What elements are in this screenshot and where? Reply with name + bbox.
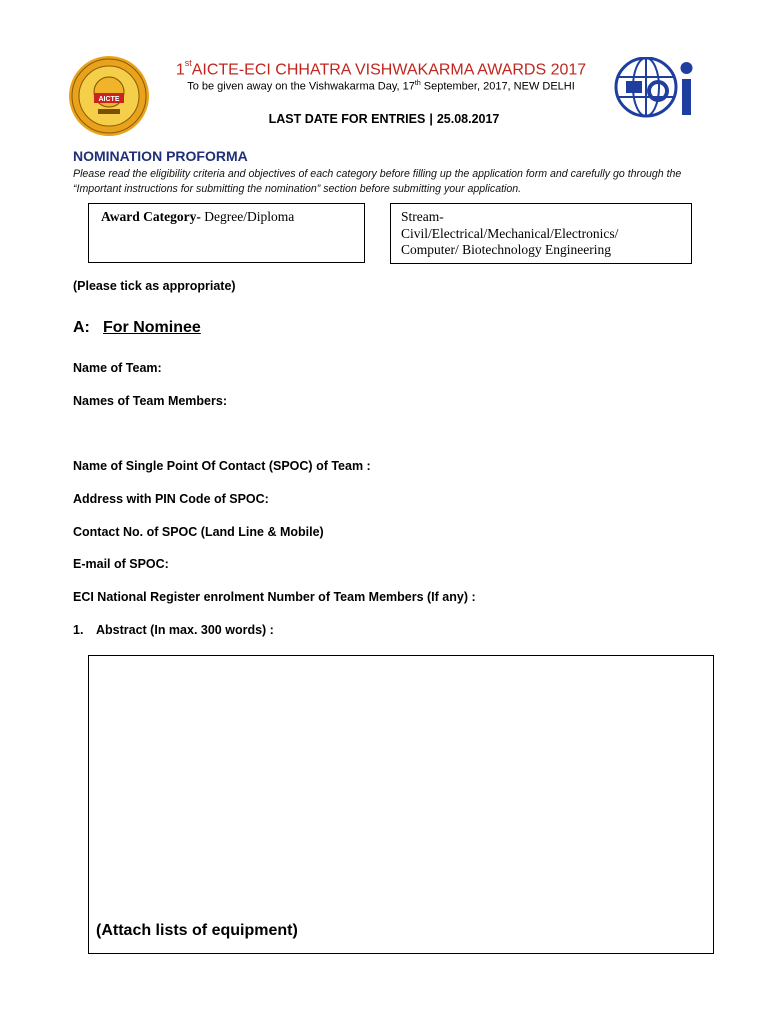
abstract-label [73, 623, 274, 637]
spoc-contact-field: Contact No. of SPOC (Land Line & Mobile) [73, 525, 324, 539]
award-title-number: 1 [175, 61, 185, 79]
eci-register-field: ECI National Register enrolment Number of Team Members (If any) : [73, 590, 476, 604]
subtitle-post: September, 2017, NEW DELHI [420, 80, 575, 93]
last-date-value: 25.08.2017 [436, 112, 500, 126]
last-date-line [0, 112, 768, 126]
last-date-separator: | [429, 112, 433, 126]
team-name-field: Name of Team: [73, 361, 162, 375]
award-category-label: Award Category- [101, 209, 201, 224]
award-title-text: AICTE-ECI CHHATRA VISHWAKARMA AWARDS 2017 [191, 61, 587, 79]
spoc-name-field: Name of Single Point Of Contact (SPOC) of Team : [73, 459, 371, 473]
eci-logo [612, 57, 698, 119]
stream-box [390, 203, 692, 264]
spoc-address-field: Address with PIN Code of SPOC: [73, 492, 269, 506]
attach-note: (Attach lists of equipment) [96, 922, 298, 939]
team-members-field: Names of Team Members: [73, 394, 227, 408]
stream-line-2: Civil/Electrical/Mechanical/Electronics/ [401, 225, 619, 241]
proforma-heading: NOMINATION PROFORMA [73, 148, 248, 164]
tick-note: (Please tick as appropriate) [73, 279, 236, 293]
proforma-instructions: Please read the eligibility criteria and objectives of each category before filling up the application form and carefully go through the “Important instructions for submitting the nomination” section before submitting your application. [73, 168, 682, 195]
award-title-ordinal: st [184, 58, 192, 68]
section-a-title [73, 319, 201, 337]
subtitle-ordinal: th [414, 80, 421, 87]
abstract-number: 1. [73, 623, 84, 637]
abstract-box [88, 655, 714, 954]
section-a-letter: A: [73, 319, 90, 336]
stream-line-3: Computer/ Biotechnology Engineering [401, 242, 611, 257]
award-title [152, 60, 610, 79]
last-date-label: LAST DATE FOR ENTRIES [268, 112, 426, 126]
award-category-box [88, 203, 365, 263]
section-a-heading: For Nominee [103, 319, 201, 336]
abstract-label-text: Abstract (In max. 300 words) : [96, 623, 274, 637]
aicte-logo-text: AICTE [98, 96, 120, 103]
subtitle-pre: To be given away on the Vishwakarma Day, 17 [187, 80, 415, 93]
stream-line-1: Stream- [401, 209, 444, 224]
award-subtitle [152, 80, 610, 93]
award-category-value: Degree/Diploma [200, 209, 295, 224]
spoc-email-field: E-mail of SPOC: [73, 557, 169, 571]
